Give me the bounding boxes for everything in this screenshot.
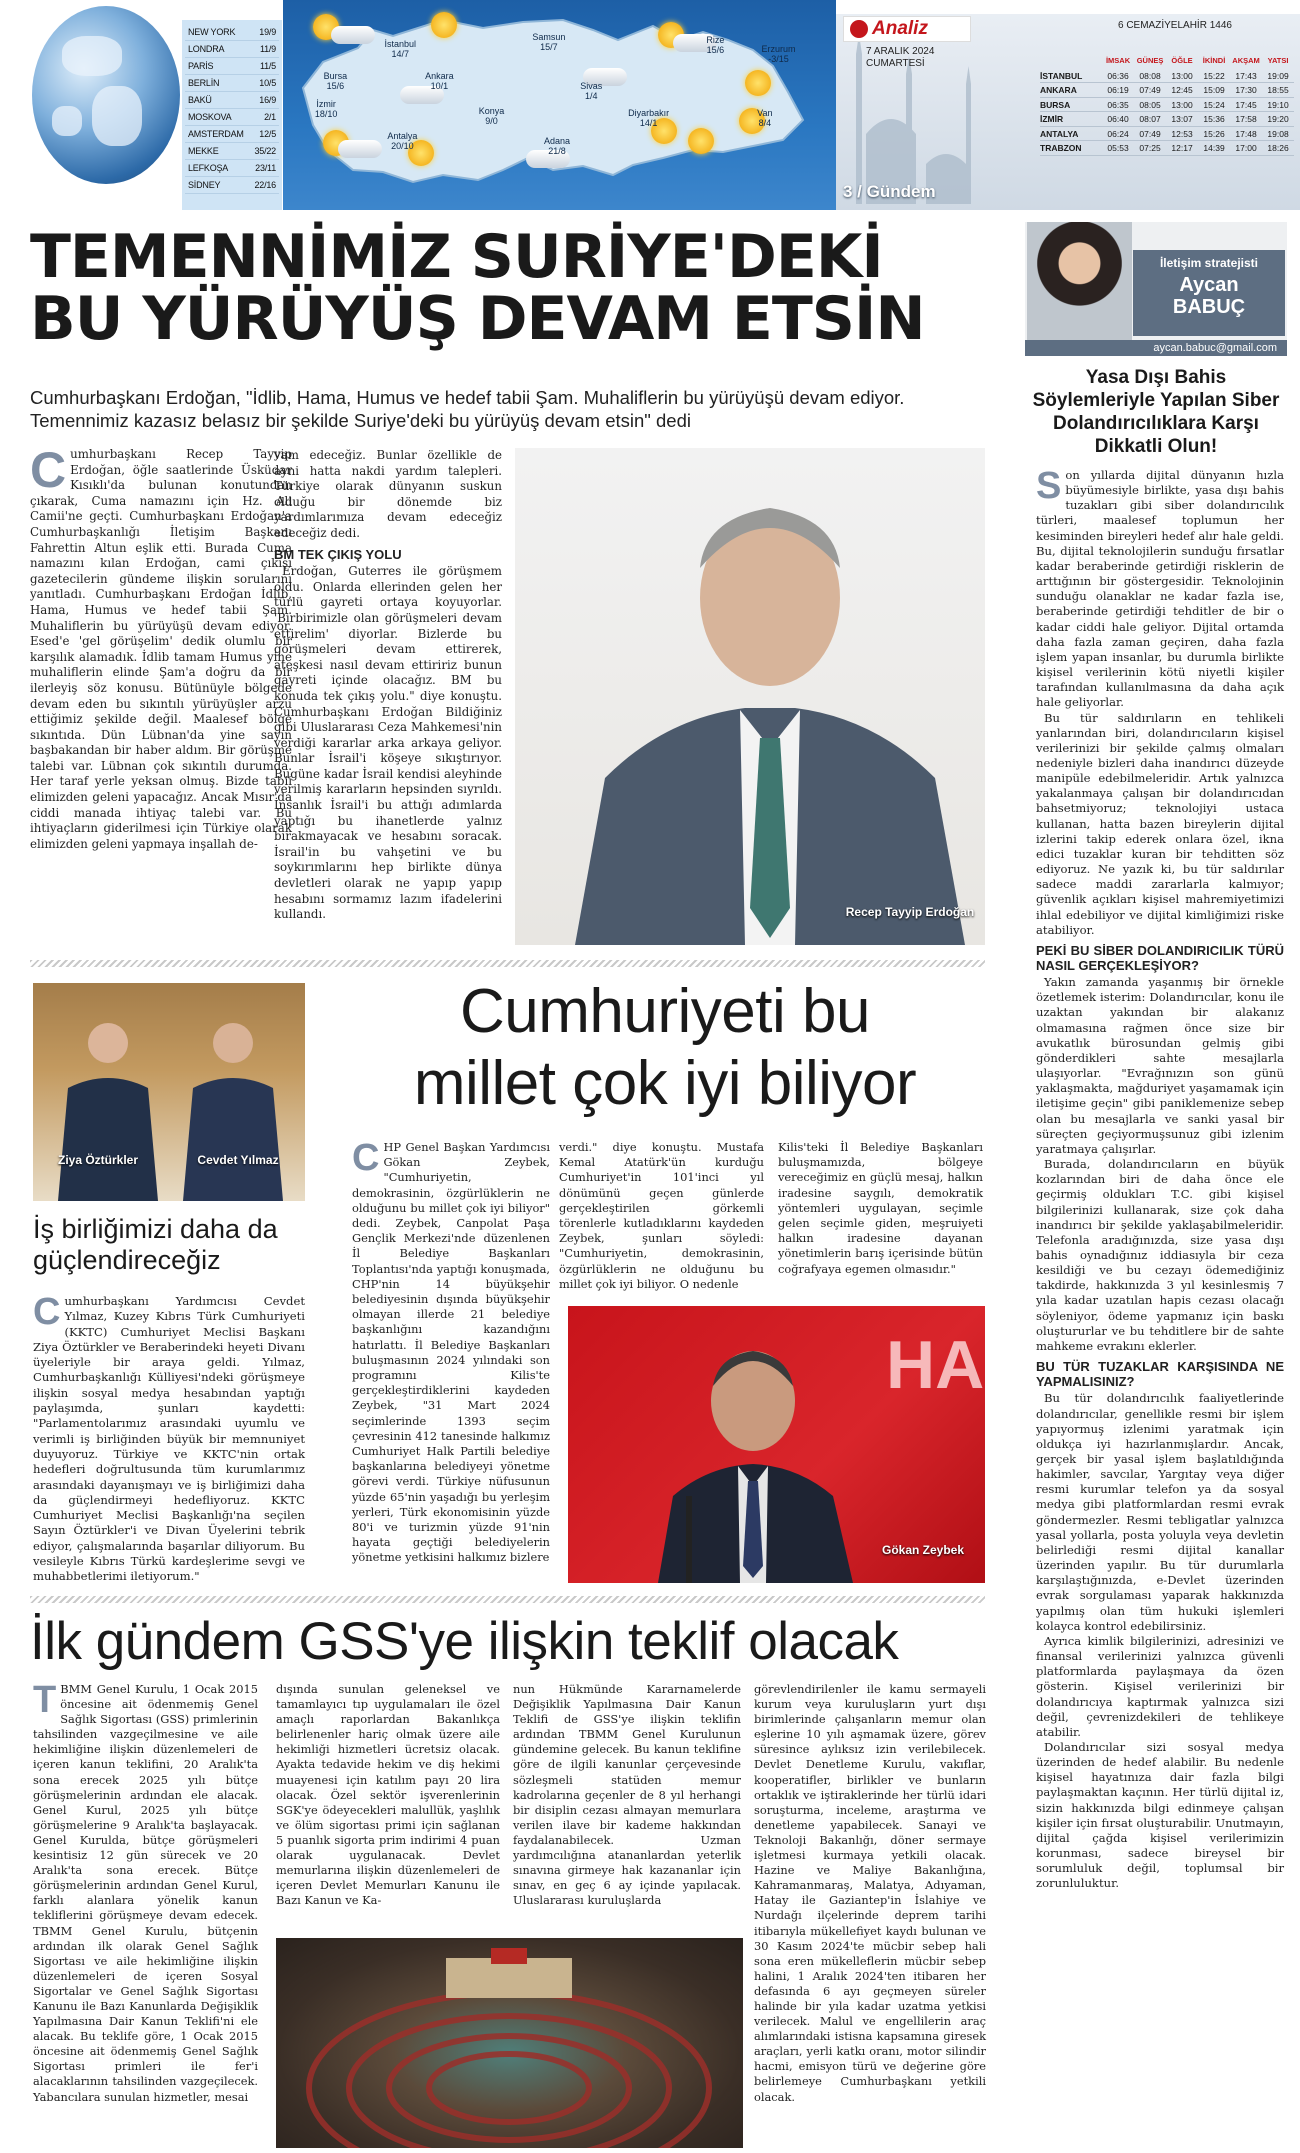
logo-text: Analiz bbox=[872, 18, 928, 39]
zeybek-caption: Gökan Zeybek bbox=[881, 1543, 965, 1557]
world-temp: 11/5 bbox=[259, 61, 276, 71]
kktc-figures bbox=[33, 983, 305, 1201]
prayer-city: TRABZON bbox=[1040, 143, 1082, 153]
map-city-label bbox=[580, 81, 602, 101]
prayer-time: 07:25 bbox=[1139, 143, 1161, 153]
map-city-label bbox=[425, 71, 454, 91]
cloud-icon bbox=[331, 26, 375, 44]
column-p2: Bu tür saldırıların en tehlikeli yanlarından biri, dolandırıcıların kişisel verilerinizi bir şekilde çalmış olmaları nedeniyle bizleri daha inandırıcı düzeyde manipüle edebilmeleridir. Artık yalnızca yakalanmaya çalışan bir dolandırıcıdan bahsetmiyoruz; teknolojiyi ustaca kullanan, hatta bazen bireylerin dijital izlerini takip ederek onlara özel, ikna edici tuzaklar kuran bir tehditten söz ediyoruz. Ne yazık ki, bu tür saldırılar sadece maddi zararlarla kalmıyor; güvenlik açıkları kişisel mahremiyetimizi ihlal edebiliyor ve dijital kimliğimizi riske atabiliyor. bbox=[1036, 710, 1284, 937]
kktc-caption-right: Cevdet Yılmaz bbox=[197, 1153, 279, 1167]
map-city-temp: 9/0 bbox=[485, 115, 498, 126]
map-city-name: Rize bbox=[706, 34, 725, 45]
prayer-time: 13:07 bbox=[1171, 114, 1193, 124]
map-city-label bbox=[706, 35, 724, 55]
column-body bbox=[1036, 465, 1284, 2148]
world-weather-row bbox=[185, 75, 279, 92]
main-headline-line2: BU YÜRÜYÜŞ DEVAM ETSİN bbox=[30, 284, 925, 354]
prayer-header: İMSAK bbox=[1105, 56, 1131, 65]
kktc-headline: İş birliğimizi daha da güçlendireceğiz bbox=[33, 1214, 278, 1275]
prayer-time: 12:17 bbox=[1171, 143, 1193, 153]
world-temp: 2/1 bbox=[264, 112, 276, 122]
column-subhead-2: BU TÜR TUZAKLAR KARŞISINDA NE YAPMALISINIZ? bbox=[1036, 1359, 1284, 1390]
turkey-weather-map bbox=[283, 0, 836, 210]
prayer-time: 15:09 bbox=[1203, 85, 1225, 95]
issue-date: 7 ARALIK 2024 bbox=[866, 46, 935, 57]
prayer-time: 17:00 bbox=[1235, 143, 1257, 153]
cloud-icon bbox=[338, 140, 382, 158]
map-city-name: Bursa bbox=[323, 71, 348, 82]
kktc-dropcap: C bbox=[33, 1291, 61, 1333]
main-dropcap: C bbox=[30, 442, 67, 498]
issue-day: CUMARTESİ bbox=[866, 58, 925, 69]
world-city: LONDRA bbox=[188, 44, 225, 54]
erdogan-figure bbox=[515, 448, 985, 945]
world-weather-row bbox=[185, 160, 279, 177]
chp-dropcap: C bbox=[352, 1137, 380, 1179]
prayer-city: BURSA bbox=[1040, 99, 1071, 110]
world-city: LEFKOŞA bbox=[188, 163, 229, 173]
gss-text-3: nun Hükmünde Kararnamelerde Değişiklik Yapılmasına Dair Kanun Teklifi de GSS'ye ilişkin teklifin ardından TBMM Genel Kurulunun gündemine gelecek. Bu kanun teklifine göre de ilgili kanunlar çerçevesinde sözleşmeli statüden memur kadrolarına geçenler de 8 yıl herhangi bir disiplin cezası almayan memurlara verilen ilave bir kademe hakkından faydalanabilecek. Uzman yardımcılığına atananlardan yeterlik sınavına girmeye hak kazananlar için sınav, en geç 6 ay içinde yapılacak. Uluslararası kuruluşlarda bbox=[513, 1682, 741, 1908]
main-headline-line1: TEMENNİMİZ SURİYE'DEKİ bbox=[30, 222, 883, 292]
prayer-row bbox=[1040, 141, 1294, 156]
column-p7: Dolandırıcılar sizi sosyal medya üzerinden de hedef alabilir. Bu nedenle kişisel hayatınıza dair fazla bilgi paylaşmaktan kaçının. Her türlü dijital iz, sizin hakkınızda bilgi edinmeye çalışan kişiler için fırsat oluşturabilir. Unutmayın, dijital çağda kişisel verilerimizin korunması, sadece bireysel bir sorumluluk değil, toplumsal bir zorunluluktur. bbox=[1036, 1739, 1284, 1891]
prayer-time: 17:30 bbox=[1235, 85, 1257, 95]
world-weather-table bbox=[182, 20, 282, 210]
world-weather-row bbox=[185, 177, 279, 194]
prayer-time: 07:49 bbox=[1139, 128, 1161, 139]
map-city-temp: 20/10 bbox=[391, 141, 414, 152]
prayer-time: 15:26 bbox=[1203, 128, 1225, 139]
erdogan-photo bbox=[515, 448, 985, 945]
prayer-row bbox=[1040, 112, 1294, 127]
prayer-time: 19:20 bbox=[1267, 114, 1289, 124]
chp-col1 bbox=[352, 1137, 550, 1585]
prayer-time: 15:24 bbox=[1203, 99, 1225, 110]
parliament-photo bbox=[276, 1938, 743, 2148]
world-temp: 35/22 bbox=[254, 146, 276, 156]
globe-illustration bbox=[32, 6, 180, 184]
prayer-time: 14:39 bbox=[1203, 143, 1225, 153]
world-city: MEKKE bbox=[188, 146, 219, 156]
prayer-row bbox=[1040, 98, 1294, 113]
world-weather-row bbox=[185, 24, 279, 41]
prayer-time: 17:48 bbox=[1235, 128, 1257, 139]
map-city-temp: 15/7 bbox=[540, 42, 558, 53]
prayer-time: 06:40 bbox=[1107, 114, 1129, 124]
world-weather-row bbox=[185, 143, 279, 160]
erdogan-caption: Recep Tayyip Erdoğan bbox=[845, 905, 975, 919]
world-weather-row bbox=[185, 58, 279, 75]
world-weather-row bbox=[185, 41, 279, 58]
columnist-email[interactable]: aycan.babuc@gmail.com bbox=[1025, 340, 1287, 356]
divider bbox=[30, 960, 985, 967]
sun-icon bbox=[745, 70, 771, 96]
prayer-time: 19:08 bbox=[1267, 128, 1289, 139]
world-city: NEW YORK bbox=[188, 27, 236, 37]
main-story-text-2a: vam edeceğiz. Bunlar özellikle de ayni hatta nakdi yardım talepleri. Türkiye olarak dünyanın suskun olduğu bir dönemde biz yardımlarımıza devam edeceğiz edeceğiz dedi. bbox=[274, 448, 502, 540]
map-city-temp: 15/6 bbox=[706, 44, 725, 55]
prayer-time: 13:00 bbox=[1171, 70, 1193, 81]
prayer-time: 18:55 bbox=[1267, 85, 1289, 95]
world-temp: 19/9 bbox=[259, 27, 276, 37]
main-deck: Cumhurbaşkanı Erdoğan, "İdlib, Hama, Humus ve hedef tabii Şam. Muhaliflerin bu yürüyüşü devam ediyor. Temennimiz kazasız belasız bir şekilde Suriye'deki bu yürüyüş devam etsin" dedi bbox=[30, 387, 905, 431]
gss-col1 bbox=[33, 1679, 258, 2150]
sun-icon bbox=[431, 12, 457, 38]
main-subhead: BM TEK ÇIKIŞ YOLU bbox=[274, 546, 402, 562]
prayer-row bbox=[1040, 83, 1294, 98]
map-city-label bbox=[315, 99, 338, 119]
world-temp: 23/11 bbox=[255, 163, 276, 173]
prayer-time: 07:49 bbox=[1139, 85, 1161, 95]
gss-text-2: dışında sunulan geleneksel ve tamamlayıcı tıp uygulamaları ile özel amaçlı raporlardan Bakanlıkça belirlenenler hariç olmak üzere aile hekimliği hizmetleri ücretsiz olacak. Ayakta tedavide hekim ve diş hekimi muayenesi için katılım payı 20 lira olacak. Özel sektör işverenlerinin SGK'ye ödeyecekleri malullük, yaşlılık ve ölüm sigortası primi için sağlanan 5 puanlık sigorta prim indirimi 4 puan olarak uygulanacak. Devlet memurlarına ilişkin düzenlemeleri de içeren Devlet Memurları Kanunu ile Bazı Kanun ve Ka- bbox=[276, 1682, 500, 1908]
prayer-time: 06:24 bbox=[1107, 128, 1129, 139]
map-city-name: Samsun bbox=[532, 32, 566, 43]
prayer-time: 15:22 bbox=[1203, 70, 1225, 81]
world-weather-row bbox=[185, 92, 279, 109]
map-city-label bbox=[762, 44, 796, 64]
main-story-col1 bbox=[30, 442, 292, 952]
section-label: 3 / Gündem bbox=[843, 182, 936, 201]
map-city-temp: 21/8 bbox=[548, 145, 566, 156]
map-city-label bbox=[757, 108, 772, 128]
columnist-role: İletişim stratejisti bbox=[1159, 256, 1259, 270]
column-p4: Burada, dolandırıcıların en büyük kozlarından biri de daha önce ele geçirmiş oldukları T.C. gibi kişisel bilgilerinizi kullanarak, size çok daha inandırıcı bir şekilde yaklaşabilmeleridir. Telefonla aradığınızda, size yasa dışı bahis oynadığınız iddiasıyla bir ceza kesildiği ve bu cezayı ödemediğiniz takdirde, hakkınızda 3 yıl kesinlesmiş 7 yıla kadar uzatılan hapis cezası olacağı söyleniyor, ödeme yapmanız için baskı oluştururlar ve bu tehditlere bir de sahte mahkeme evrakını eklerler. bbox=[1036, 1157, 1284, 1353]
kktc-photo bbox=[33, 983, 305, 1201]
world-temp: 16/9 bbox=[259, 95, 276, 105]
prayer-header: GÜNEŞ bbox=[1136, 56, 1164, 65]
prayer-time: 17:58 bbox=[1235, 114, 1257, 124]
prayer-time: 08:05 bbox=[1139, 99, 1161, 110]
column-subhead-1: PEKİ BU SİBER DOLANDIRICILIK TÜRÜ NASIL GERÇEKLEŞİYOR? bbox=[1036, 942, 1284, 973]
map-city-name: Ankara bbox=[425, 71, 454, 82]
map-city-name: Adana bbox=[544, 135, 571, 146]
prayer-time: 12:53 bbox=[1171, 128, 1193, 139]
world-temp: 11/9 bbox=[259, 44, 276, 54]
world-city: PARİS bbox=[188, 61, 214, 71]
prayer-time: 13:00 bbox=[1171, 99, 1193, 110]
gss-text-4: görevlendirilenler ile kamu sermayeli kurum veya kuruluşların yurt dışı birimlerinde çalışanların memur olan eşlerine 10 yılı aşmamak üzere, görev süresince aylıksız izin verilebilecek. Devlet Denetleme Kurulu, vakıflar, kooperatifler, birlikler ve bunların ortaklık ve iştiraklerinde her türlü idari soruşturma, inceleme, araştırma ve denetleme yapabilecek. Sanayi ve Teknoloji Bakanlığı, döner sermaye işletmesi kurmaya yetkili olacak. Hazine ve Maliye Bakanlığına, Kahramanmaraş, Malatya, Adıyaman, Hatay ile Gaziantep'in İslahiye ve Nurdağı ilçelerinde deprem tarihi itibarıyla mükellefiyet kaydı bulunan ve 30 Kasım 2024'te mücbir sebep hali sona eren mükelleflerin mücbir sebep halini, 1 Aralık 2024'ten itibaren her defasında 6 ayı geçmeyen süreler halinde bir yıla kadar uzatma yetkisi verilecek. Malul ve engellilerin araç alımlarındaki istisna kapsamına giresek araçları, yerli katkı oranı, motor silindir hacmi, emisyon türü ve değerine göre belirlemeye Cumhurbaşkanı yetkili olacak. bbox=[754, 1682, 986, 2104]
prayer-time: 17:45 bbox=[1235, 99, 1257, 110]
prayer-city: ANTALYA bbox=[1040, 128, 1079, 139]
map-city-temp: 10/1 bbox=[430, 81, 449, 92]
prayer-time: 06:35 bbox=[1107, 99, 1129, 110]
map-city-temp: 18/10 bbox=[314, 108, 338, 119]
column-p5: Bu tür dolandırıcılık faaliyetlerinde dolandırıcılar, genellikle resmi bir işlem yapıyormuş izlenimi yaratmak için oldukça iyi hazırlanmışlardır. Ancak, gerçek bir yasal işlem başlatıldığında hakimler, savcılar, Yargıtay veya diğer resmi kurumlar telefon ya da sosyal medya gibi platformlardan resmi evrak göndermezler. Resmi tebligatlar yalnızca yasal yollarla, posta yoluyla veya devletin belirlediği resmi dijital kanallar üzerinden yapılır. Bu tür durumlarla karşılaştığınızda, e-Devlet üzerinden evrak sorgulaması yaparak hakkınızda yapılmış olan tüm hukuki işlemleri kolayca kontrol edebilirsiniz. bbox=[1036, 1391, 1284, 1633]
map-city-label bbox=[479, 106, 505, 126]
world-city: BERLİN bbox=[188, 78, 220, 88]
prayer-time: 19:09 bbox=[1267, 70, 1289, 81]
columnist-header bbox=[1025, 222, 1287, 352]
map-city-label bbox=[532, 32, 565, 52]
world-city: BAKÜ bbox=[188, 95, 212, 105]
weather-header bbox=[0, 0, 1300, 215]
map-city-name: Erzurum bbox=[761, 43, 796, 54]
chp-headline-line2: millet çok iyi biliyor bbox=[413, 1049, 917, 1118]
map-city-name: İzmir bbox=[316, 98, 336, 109]
column-p3: Yakın zamanda yaşanmış bir örnekle özetlemek isterim: Dolandırıcılar, konu ile uzaktan yakından bir alakanız olmamasına rağmen önce size bir avukatlık bürosundan gelmiş gibi gönderdikleri sahte mesajlarla ulaşıyorlar. "Evrağınızın son günü yaklaşmakta, mağduriyet yaşamamak için iletişime geçin" gibi paniklemenize sebep olan bu mesajlarla ve sanki yasal bir süreçten geçiyormuşsunuz gibi izlenim yaratmaya çalışırlar. bbox=[1036, 975, 1284, 1156]
prayer-header: İKİNDİ bbox=[1202, 56, 1226, 65]
map-city-label bbox=[324, 71, 348, 91]
column-p6: Ayrıca kimlik bilgilerinizi, adresinizi ve finansal verilerinizi yalnızca güvenli platformlarda paylaşmaya da özen gösterin. Kişisel verilerinizi bir dolandırıcıya kaptırmak yalnızca sizi değil, çevrenizdekileri de tehlikeye atabilir. bbox=[1036, 1633, 1284, 1739]
divider bbox=[30, 1596, 985, 1603]
world-city: AMSTERDAM bbox=[188, 129, 244, 139]
chp-text-1: HP Genel Başkan Yardımcısı Gökan Zeybek, "Cumhuriyetin, demokrasinin, özgürlüklerin ne olduğunu bu millet çok iyi biliyor" dedi. Zeybek, Canpolat Paşa Gençlik Merkezi'nde düzenlenen İl Belediye Başkanları Toplantısı'nda yaptığı konuşmada, CHP'nin 14 büyükşehir belediyesinin dışında büyükşehir olmayan illerde 21 belediye başkanlığını kazandığını hatırlattı. İl Belediye Başkanları buluşmasının 2024 yılındaki son programını Kilis'te gerçekleştirdiklerini kaydeden Zeybek, "31 Mart 2024 seçimlerinde 1393 seçim çevresinin 412 tanesinde halkımız Cumhuriyet Halk Partili belediye başkanlarına belediyeyi yönetme görevi verdi. Türkiye nüfusunun yüzde 65'nin yaşadığı bu yerleşim yerleri, Türk ekonomisinin yüzde 80'i ve turizmin yüzde 91'nin hayata geçtiği belediyelerin yönetme yetkisini halkımız bizlere bbox=[352, 1140, 550, 1565]
prayer-city: İSTANBUL bbox=[1040, 70, 1083, 81]
main-story-text-2b: Erdoğan, Guterres ile görüşmem oldu. Onlarda ellerinden gelen her türlü gayreti ortaya koyuyorlar. 'Birbirimizle olan görüşmeleri devam ettirelim' diyorlar. Bizlerde bu görüşmeleri devam ettirerek, ateşkesi nasıl devam ettiririz bunun gayreti içinde olacağız. BM bu konuda tek çıkış yolu." diye konuştu. Cumhurbaşkanı Erdoğan Bildiğiniz gibi Uluslararası Ceza Mahkemesi'nin verdiği kararlar arka arkaya geliyor. Bunlar İsrail'i köşeye sıkıştırıyor. Bugüne kadar İsrail kendisi aleyhinde verilmiş kararların hepsinden sıyrıldı. İnsanlık İsrail'i bu attığı adımlarda yaptığı bu ihanetlerde yalnız bırakmayacak ve hesabını soracak. İsrail'in bu vahşetini ve bu soykırımlarını hep birlikte dünya devletleri olarak ne yapıp yapıp hesabını sormamız lazım ifadelerini kullandı. bbox=[274, 564, 502, 922]
map-city-name: Van bbox=[757, 108, 773, 119]
column-title: Yasa Dışı Bahis Söylemleriyle Yapılan Siber Dolandırıcılıklara Karşı Dikkatli Olun! bbox=[1032, 367, 1280, 457]
map-city-label bbox=[628, 108, 669, 128]
chp-headline-line1: Cumhuriyeti bu bbox=[460, 977, 870, 1046]
chp-text-3: Kilis'teki İl Belediye Başkanları buluşmamızda, bölgeye vereceğimiz en güçlü mesaj, halkın iradesine saygılı, demokratik yöntemleri uygulayan, seçimle gelen seçimle giden, meşruiyeti halkın iradesine dayanan yönetimlerin barış içerisinde bütün coğrafyaya egemen olmasıdır." bbox=[778, 1140, 983, 1276]
column-p1: on yıllarda dijital dünyanın hızla büyümesiyle birlikte, yasa dışı bahis tuzakları gibi siber dolandırıcılık türleri, maalesef toplumun her kesiminden bireyleri hedef alır hale geldi. Bu, dijital teknolojilerin sunduğu fırsatlar kadar beraberinde getirdiği risklerin de arttığının bir göstergesidir. Teknolojinin sunduğu olanaklar ne kadar fazla ise, beraberinde getirdiği tehditler de bir o kadar ciddi hale geliyor. Dijital ortamda daha fazla zaman geçiren, daha fazla işlem yapan insanlar, bu durumla birlikte kişisel verilerinin kötü niyetli kişiler tarafından kullanılmasına da daha açık hale geliyorlar. bbox=[1036, 468, 1284, 710]
gss-headline: İlk gündem GSS'ye ilişkin teklif olacak bbox=[30, 1612, 899, 1671]
prayer-time: 18:26 bbox=[1267, 143, 1289, 153]
prayer-city: ANKARA bbox=[1040, 85, 1077, 95]
world-temp: 22/16 bbox=[254, 180, 276, 190]
chp-text-2: verdi." diye konuştu. Mustafa Kemal Atatürk'ün kurduğu Cumhuriyet'in 101'inci yıl dönümünü geçen günlerde gerçekleştirilen görkemli törenlerle kutladıklarını kaydeden Zeybek, şunları söyledi: "Cumhuriyetin, demokrasinin, özgürlüklerin ne olduğunu bu millet çok iyi biliyor. O nedenle bbox=[559, 1140, 764, 1291]
prayer-header: AKŞAM bbox=[1232, 56, 1260, 65]
prayer-header: YATSI bbox=[1267, 56, 1289, 65]
map-city-label bbox=[385, 39, 417, 59]
prayer-time: 06:36 bbox=[1107, 70, 1129, 81]
hijri-date: 6 CEMAZİYELAHİR 1446 bbox=[1118, 20, 1232, 31]
gss-dropcap: T bbox=[33, 1679, 57, 1721]
prayer-header: ÖĞLE bbox=[1171, 56, 1193, 65]
prayer-time: 08:08 bbox=[1139, 70, 1161, 81]
newspaper-logo[interactable] bbox=[843, 16, 971, 42]
main-story-text-1: umhurbaşkanı Recep Tayyip Erdoğan, öğle saatlerinde Üsküdar Kısıklı'da bulunan konutundan çıkarak, Cuma namazını için Hz. Ali Camii'ne geçti. Cumhurbaşkanı Erdoğan'a Cumhurbaşkanlığı İletişim Başkanı Fahrettin Altun eşlik etti. Burada Cuma namazını kılan Erdoğan, cami çıkışı gazetecilerin gündeme ilişkin sorularını yanıtladı. Cumhurbaşkanı Erdoğan İdlib, Hama, Humus ve hedef tabii Şam. Muhaliflerin bu yürüyüşü devam ediyor. Esed'e 'gel görüşelim' dedik olumlu bir karşılık alamadık. İdlib tamam Humus yine muhaliflerin elinde Şam'a doğru da bir ilerleyiş söz konusu. Bütünüyle bölgede devam eden bu sıkıntılı yürüyüşler arzu ettiğimiz şekilde değil. Maalesef bölge sıkıntıda. Dün Lübnan'da yine sayın başbakandan bir haber aldım. Bir görüşme talebi var. Lübnan çok sıkıntılı durumda. Her taraf yerle yeksan olmuş. Bizde tabii elimizden geleni yapacağız. Ancak Mısır'da ciddi manada ihtiyaç talebi var. Bu ihtiyaçların giderilmesi için Türkiye olarak elimizden geleni yapmaya inşallah de- bbox=[30, 447, 292, 851]
prayer-time: 12:45 bbox=[1171, 85, 1193, 95]
prayer-row bbox=[1040, 69, 1294, 84]
map-city-name: İstanbul bbox=[384, 39, 417, 50]
map-city-temp: 15/6 bbox=[326, 81, 345, 92]
kktc-body bbox=[33, 1291, 305, 1594]
column-dropcap: S bbox=[1036, 465, 1062, 507]
zeybek-figure bbox=[568, 1306, 985, 1583]
prayer-time: 15:36 bbox=[1203, 114, 1225, 124]
world-temp: 10/5 bbox=[259, 78, 276, 88]
world-city: SİDNEY bbox=[188, 180, 221, 190]
prayer-time: 06:19 bbox=[1107, 85, 1129, 95]
map-city-temp: 1/4 bbox=[585, 90, 598, 101]
prayer-time: 17:43 bbox=[1235, 70, 1257, 81]
columnist-last-name: BABUÇ bbox=[1172, 296, 1246, 318]
main-story-col2 bbox=[274, 448, 502, 953]
prayer-time: 08:07 bbox=[1139, 114, 1161, 124]
kktc-text: umhurbaşkanı Yardımcısı Cevdet Yılmaz, Kuzey Kıbrıs Türk Cumhuriyeti (KKTC) Cumhuriyet Meclisi Başkanı Ziya Öztürkler ve Beraberindeki heyeti Divanı üyeleriyle bir araya geldi. Yılmaz, Cumhurbaşkanlığı Külliyesi'ndeki görüşmeye ilişkin sosyal medya hesabından yaptığı paylaşımda, şunları kaydetti: "Parlamentolarımız arasındaki uyumlu ve verimli iş birliğinden büyük bir memnuniyet duyuyoruz. Türkiye ve KKTC'nin ortak hedefleri doğrultusunda tüm kurumlarımız arasındaki dayanışmayı ve iş birliğimizi daha da güçlendirmeyi hedefliyoruz. KKTC Cumhuriyet Meclisi Başkanlığı'na seçilen Sayın Öztürkler'i ve Divan Üyelerini tebrik ediyor, çalışmalarında başarılar diliyorum. Bu vesileyle Kıbrıs Türkü kardeşlerime sevgi ve muhabbetlerimi iletiyorum." bbox=[33, 1294, 305, 1584]
parliament-seats bbox=[276, 1938, 743, 2148]
prayer-time: 05:53 bbox=[1107, 143, 1129, 153]
prayer-times-table bbox=[1040, 54, 1294, 156]
prayer-city: İZMİR bbox=[1040, 114, 1064, 124]
map-city-temp: 8/4 bbox=[758, 118, 772, 129]
world-temp: 12/5 bbox=[259, 129, 276, 139]
kktc-caption-left: Ziya Öztürkler bbox=[57, 1153, 139, 1167]
map-city-label bbox=[544, 136, 570, 156]
world-weather-row bbox=[185, 126, 279, 143]
prayer-time: 19:10 bbox=[1267, 99, 1289, 110]
sun-icon bbox=[688, 128, 714, 154]
map-city-name: Sivas bbox=[580, 80, 603, 91]
map-city-label bbox=[387, 131, 417, 151]
map-city-temp: 14/7 bbox=[391, 49, 410, 60]
columnist-photo bbox=[1027, 222, 1132, 340]
map-city-name: Konya bbox=[478, 105, 505, 116]
prayer-row bbox=[1040, 127, 1294, 142]
world-weather-row bbox=[185, 109, 279, 126]
logo-icon bbox=[850, 20, 868, 38]
map-city-name: Diyarbakır bbox=[628, 108, 670, 119]
chp-banner-text: HA bbox=[886, 1327, 985, 1403]
zeybek-photo bbox=[568, 1306, 985, 1583]
map-city-name: Antalya bbox=[387, 131, 418, 142]
world-city: MOSKOVA bbox=[188, 112, 232, 122]
map-city-temp: 14/1 bbox=[639, 118, 658, 129]
gss-text-1: BMM Genel Kurulu, 1 Ocak 2015 öncesine ait ödenmemiş Genel Sağlık Sigortası (GSS) primlerinin tahsilinden vazgeçilmesine ve aile hekimliğine ilişkin düzenlemeleri de içeren kanun teklifini, 20 Aralık'ta sona erecek 2025 yılı bütçe görüşmelerinin ardından ele alacak. Genel Kurul, 2025 yılı bütçe görüşmelerine 9 Aralık'ta başlayacak. Genel Kurulda, bütçe görüşmeleri kesintisiz 12 gün sürecek ve 20 Aralık'ta sona erecek. Bütçe görüşmelerinin ardından Genel Kurul, farklı alanlara yönelik kanun tekliflerini görüşmeye devam edecek. TBMM Genel Kurulu, bütçenin ardından ilk olarak Genel Sağlık Sigortası ve aile hekimliğine ilişkin düzenlemeleri de içeren Sosyal Sigortalar ve Genel Sağlık Sigortası Kanunu ile Bazı Kanunlarda Değişiklik Yapılmasına Dair Kanun Teklifi'ni ele alacak. Bu teklife göre, 1 Ocak 2015 öncesine ait ödenmemiş Genel Sağlık Sigortası primleri ile fer'i alacaklarının tahsilinden vazgeçilecek. Yabancılara sunulan hizmetler, mesai bbox=[33, 1682, 258, 2104]
columnist-first-name: Aycan bbox=[1179, 274, 1239, 296]
map-city-temp: -3/15 bbox=[768, 53, 789, 64]
